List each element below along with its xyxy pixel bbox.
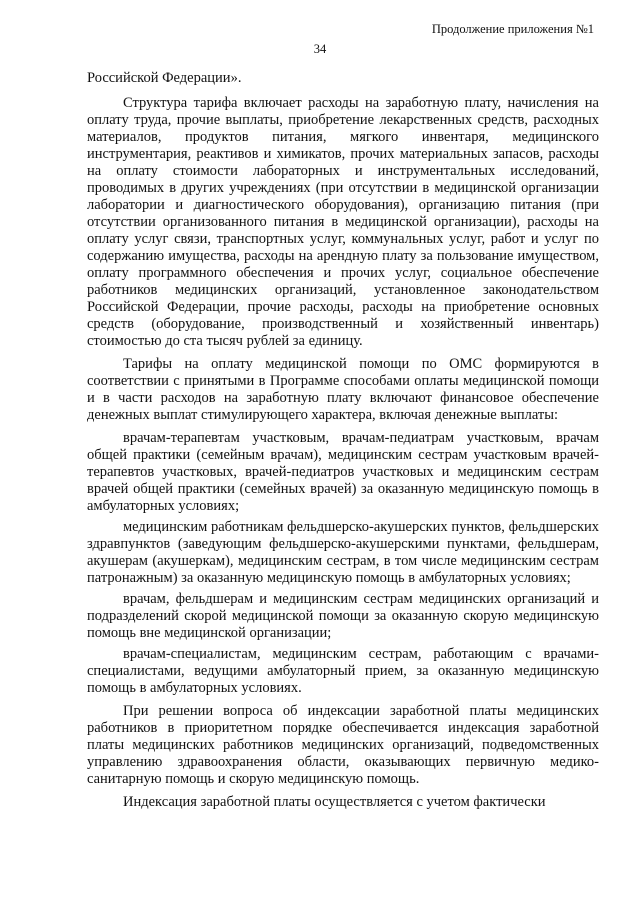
- list-item-feldsher-points: медицинским работникам фельдшерско-акушерских пунктов, фельдшерских здравпунктов (заведующим фельдшерско-акушерскими пунктами, фельдшерам, акушерам (акушеркам), медицинским сестрам, в том числе медицинским сестрам патронажным) за оказанную медицинскую помощь в амбулаторных условиях;: [87, 519, 599, 586]
- paragraph-tariff-formation: Тарифы на оплату медицинской помощи по ОМС формируются в соответствии с принятыми в Программе способами оплаты медицинской помощи и в части расходов на заработную плату включают финансовое обеспечение денежных выплат стимулирующего характера, включая денежные выплаты:: [87, 356, 599, 423]
- document-body: [87, 70, 599, 817]
- annex-continuation-header: Продолжение приложения №1: [431, 22, 594, 36]
- paragraph-salary-indexation: При решении вопроса об индексации заработной платы медицинских работников в приоритетном порядке обеспечивается индексация заработной платы медицинских работников медицинских организаций, подведомственных управлению здравоохранения области, оказывающих первичную медико-санитарную помощь и скорую медицинскую помощь.: [87, 703, 599, 787]
- list-item-district-doctors: врачам-терапевтам участковым, врачам-педиатрам участковым, врачам общей практики (семейным врачам), медицинским сестрам участковым врачей-терапевтов участковых, врачей-педиатров участковых и медицинским сестрам врачей общей практики (семейных врачей) за оказанную медицинскую помощь в амбулаторных условиях;: [87, 430, 599, 514]
- page-number: 34: [313, 42, 327, 56]
- paragraph-indexation-basis: Индексация заработной платы осуществляется с учетом фактически: [123, 794, 546, 810]
- list-item-emergency-care: врачам, фельдшерам и медицинским сестрам медицинских организаций и подразделений скорой медицинской помощи за оказанную скорую медицинскую помощь вне медицинской организации;: [87, 591, 599, 641]
- list-item-specialists: врачам-специалистам, медицинским сестрам, работающим с врачами-специалистами, ведущими амбулаторный прием, за оказанную медицинскую помощь в амбулаторных условиях.: [87, 646, 599, 696]
- paragraph-continuation: Российской Федерации».: [87, 70, 242, 86]
- paragraph-tariff-structure: Структура тарифа включает расходы на заработную плату, начисления на оплату труда, прочие выплаты, приобретение лекарственных средств, расходных материалов, продуктов питания, мягкого инвентаря, медицинского инструментария, реактивов и химикатов, прочих материальных запасов, расходы на оплату стоимости лабораторных и инструментальных исследований, проводимых в других учреждениях (при отсутствии в медицинской организации лаборатории и диагностического оборудования), организацию питания (при отсутствии организованного питания в медицинской организации), расходы на оплату услуг связи, транспортных услуг, коммунальных услуг, работ и услуг по содержанию имущества, расходы на арендную плату за пользование имуществом, оплату программного обеспечения и прочих услуг, социальное обеспечение работников медицинских организаций, установленное законодательством Российской Федерации, прочие расходы, расходы на приобретение основных средств (оборудование, производственный и хозяйственный инвентарь) стоимостью до ста тысяч рублей за единицу.: [87, 95, 599, 349]
